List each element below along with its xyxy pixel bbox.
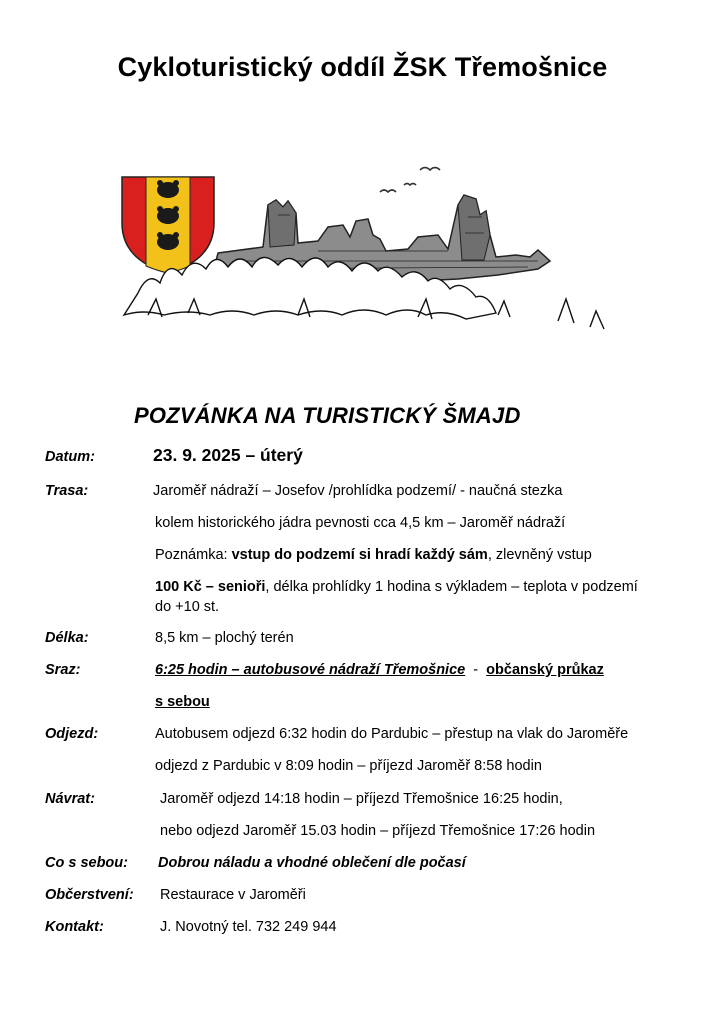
obcerstveni-label: Občerstvení: — [45, 887, 134, 903]
datum-value: 23. 9. 2025 – úterý — [153, 445, 303, 465]
trasa-line-2: kolem historického jádra pevnosti cca 4,5 km – Jaroměř nádraží — [155, 515, 566, 531]
sebou-label: Co s sebou: — [45, 855, 128, 871]
sraz-time: 6:25 hodin – autobusové nádraží Třemošnice — [155, 662, 466, 678]
odjezd-line-1: Autobusem odjezd 6:32 hodin do Pardubic – přestup na vlak do Jaroměře — [155, 726, 629, 742]
coat-of-arms-icon — [122, 177, 214, 273]
navrat-label: Návrat: — [45, 791, 95, 807]
sraz-label: Sraz: — [45, 662, 81, 678]
navrat-line-1: Jaroměř odjezd 14:18 hodin – příjezd Třemošnice 16:25 hodin, — [160, 791, 563, 807]
trasa-line-1: Jaroměř nádraží – Josefov /prohlídka podzemí/ - naučná stezka — [153, 483, 563, 499]
trasa-label: Trasa: — [45, 483, 89, 499]
page-title: Cykloturistický oddíl ŽSK Třemošnice — [117, 52, 608, 82]
sraz-id-card: občanský průkaz — [486, 662, 604, 678]
kontakt-label: Kontakt: — [45, 919, 104, 935]
navrat-value — [160, 789, 720, 841]
trasa-value — [153, 481, 713, 617]
obcerstveni-value: Restaurace v Jaroměři — [160, 887, 306, 903]
castle-ruin-illustration — [118, 165, 618, 340]
navrat-line-2: nebo odjezd Jaroměř 15.03 hodin – příjezd Třemošnice 17:26 hodin — [160, 823, 596, 839]
sraz-id-card-2: s sebou — [155, 694, 210, 710]
trasa-price: 100 Kč – senioři, délka prohlídky 1 hodina s výkladem – teplota v podzemí — [155, 579, 638, 595]
delka-value: 8,5 km – plochý terén — [155, 630, 294, 646]
birds-icon — [380, 168, 440, 193]
odjezd-label: Odjezd: — [45, 726, 99, 742]
trasa-note: Poznámka: vstup do podzemí si hradí každý sám, zlevněný vstup — [155, 547, 592, 563]
delka-label: Délka: — [45, 630, 89, 646]
trasa-price-line-2: do +10 st. — [155, 599, 220, 615]
datum-label: Datum: — [45, 449, 95, 465]
invitation-heading: POZVÁNKA NA TURISTICKÝ ŠMAJD — [134, 403, 521, 428]
odjezd-value — [155, 724, 715, 776]
sebou-value: Dobrou náladu a vhodné oblečení dle počasí — [158, 855, 466, 871]
odjezd-line-2: odjezd z Pardubic v 8:09 hodin – příjezd Jaroměř 8:58 hodin — [155, 758, 542, 774]
kontakt-value: J. Novotný tel. 732 249 944 — [160, 919, 337, 935]
sraz-value: 6:25 hodin – autobusové nádraží Třemošnice - občanský průkaz s sebou — [155, 662, 604, 710]
